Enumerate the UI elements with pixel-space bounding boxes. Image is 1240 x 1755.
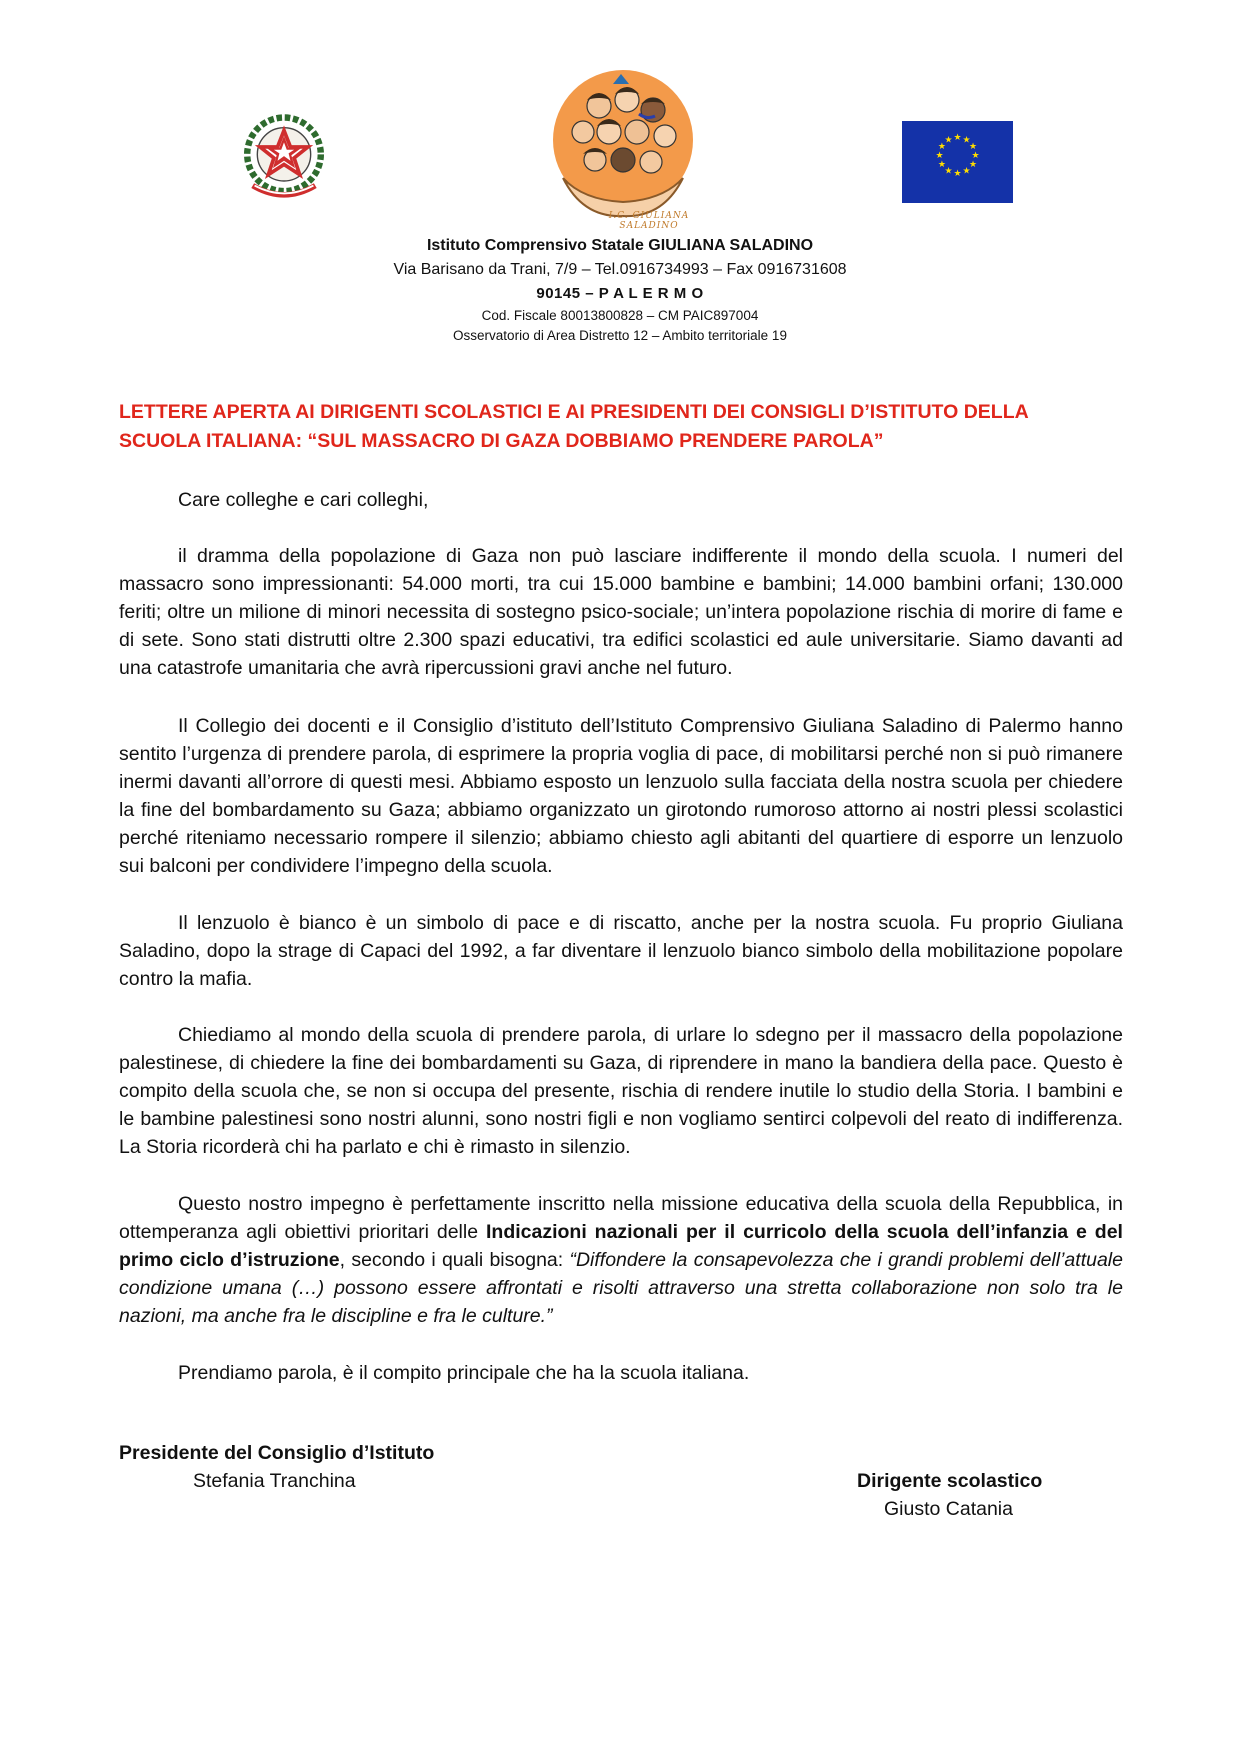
svg-text:★: ★ [971,151,980,161]
svg-text:★: ★ [944,135,953,146]
svg-text:★: ★ [969,160,978,170]
paragraph-5-quote: “Diffondere la consapevolezza che i grandi problemi dell’attuale condizione umana (…) possono essere affrontati e risolti attraverso una stretta collaborazione non solo tra le nazioni, ma anche fra le discipline e fra le culture.” [119,1249,1123,1327]
school-children-logo [543,68,703,228]
letter-title-line-2: SCUOLA ITALIANA: “SUL MASSACRO DI GAZA DOBBIAMO PRENDERE PAROLA” [119,430,884,452]
institute-city: 90145 – P A L E R M O [536,285,704,302]
letter-title [119,398,1119,456]
paragraph-5-middle: , secondo i quali bisogna: [339,1249,570,1271]
president-role: Presidente del Consiglio d’Istituto [119,1442,435,1464]
eu-flag-icon [902,121,1013,203]
institute-address: Via Barisano da Trani, 7/9 – Tel.0916734993 – Fax 0916731608 [393,261,847,278]
svg-text:★: ★ [962,166,971,177]
institute-fiscal-code: Cod. Fiscale 80013800828 – CM PAIC897004 [481,308,759,323]
letter-paragraph-6: Prendiamo parola, è il compito principale che ha la scuola italiana. [178,1362,750,1384]
school-logo-caption: I.C. GIULIANA SALADINO [608,211,690,231]
letter-paragraph-5 [119,1190,1123,1330]
svg-text:★: ★ [944,166,953,177]
paragraph-5-intro: Questo nostro impegno è perfettamente inscritto nella missione educativa della scuola della Repubblica, in ottemperanza agli obiettivi prioritari delle [119,1193,1123,1243]
letter-title-line-1: LETTERE APERTA AI DIRIGENTI SCOLASTICI E AI PRESIDENTI DEI CONSIGLI D’ISTITUTO DELLA [119,401,1029,423]
emblem-icon [238,112,330,204]
director-role: Dirigente scolastico [857,1470,1043,1492]
president-name: Stefania Tranchina [193,1470,356,1492]
letter-paragraph-1: il dramma della popolazione di Gaza non può lasciare indifferente il mondo della scuola. I numeri del massacro sono impressionanti: 54.000 morti, tra cui 15.000 bambine e bambini; 14.000 bambini orfani; 130.000 feriti; oltre un milione di minori necessita di sostegno psico-sociale; un’intera popolazione rischia di morire di fame e di sete. Sono stati distrutti oltre 2.300 spazi educativi, tra edifici scolastici ed aule universitarie. Siamo davanti ad una catastrofe umanitaria che avrà ripercussioni gravi anche nel futuro. [119,545,1123,679]
svg-text:★: ★ [962,135,971,146]
institute-name: Istituto Comprensivo Statale GIULIANA SALADINO [426,237,814,254]
svg-text:★: ★ [953,169,962,179]
paragraph-5-bold-reference: Indicazioni nazionali per il curricolo della scuola dell’infanzia e del primo ciclo d’istruzione [119,1221,1123,1271]
letter-salutation: Care colleghe e cari colleghi, [178,489,429,511]
svg-text:★: ★ [969,142,978,152]
letter-paragraph-4: Chiediamo al mondo della scuola di prendere parola, di urlare lo sdegno per il massacro della popolazione palestinese, di chiedere la fine dei bombardamenti su Gaza, di riprendere in mano la bandiera della pace. Questo è compito della scuola che, se non si occupa del presente, rischia di rendere inutile lo studio della Storia. I bambini e le bambine palestinesi sono nostri alunni, sono nostri figli e non vogliamo sentirci colpevoli del reato di indifferenza. La Storia ricorderà chi ha parlato e chi è rimasto in silenzio. [119,1024,1123,1158]
director-name: Giusto Catania [884,1498,1013,1520]
svg-text:★: ★ [935,151,944,161]
letter-paragraph-3: Il lenzuolo è bianco è un simbolo di pace e di riscatto, anche per la nostra scuola. Fu proprio Giuliana Saladino, dopo la strage di Capaci del 1992, a far diventare il lenzuolo bianco simbolo della mobilitazione popolare contro la mafia. [119,912,1123,990]
letter-paragraph-2: Il Collegio dei docenti e il Consiglio d’istituto dell’Istituto Comprensivo Giuliana Saladino di Palermo hanno sentito l’urgenza di prendere parola, di esprimere la propria voglia di pace, di mobilitarsi perché non si può rimanere inermi davanti all’orrore di questi mesi. Abbiamo esposto un lenzuolo sulla facciata della nostra scuola per chiedere la fine del bombardamento su Gaza; abbiamo organizzato un girotondo rumoroso attorno ai nostri plessi scolastici perché riteniamo necessario rompere il silenzio; abbiamo chiesto agli abitanti del quartiere di esporre un lenzuolo sui balconi per condividere l’impegno della scuola. [119,715,1123,877]
svg-text:★: ★ [953,133,962,143]
svg-text:★: ★ [937,160,946,170]
institute-observatory: Osservatorio di Area Distretto 12 – Ambito territoriale 19 [453,328,787,343]
svg-text:★: ★ [937,142,946,152]
